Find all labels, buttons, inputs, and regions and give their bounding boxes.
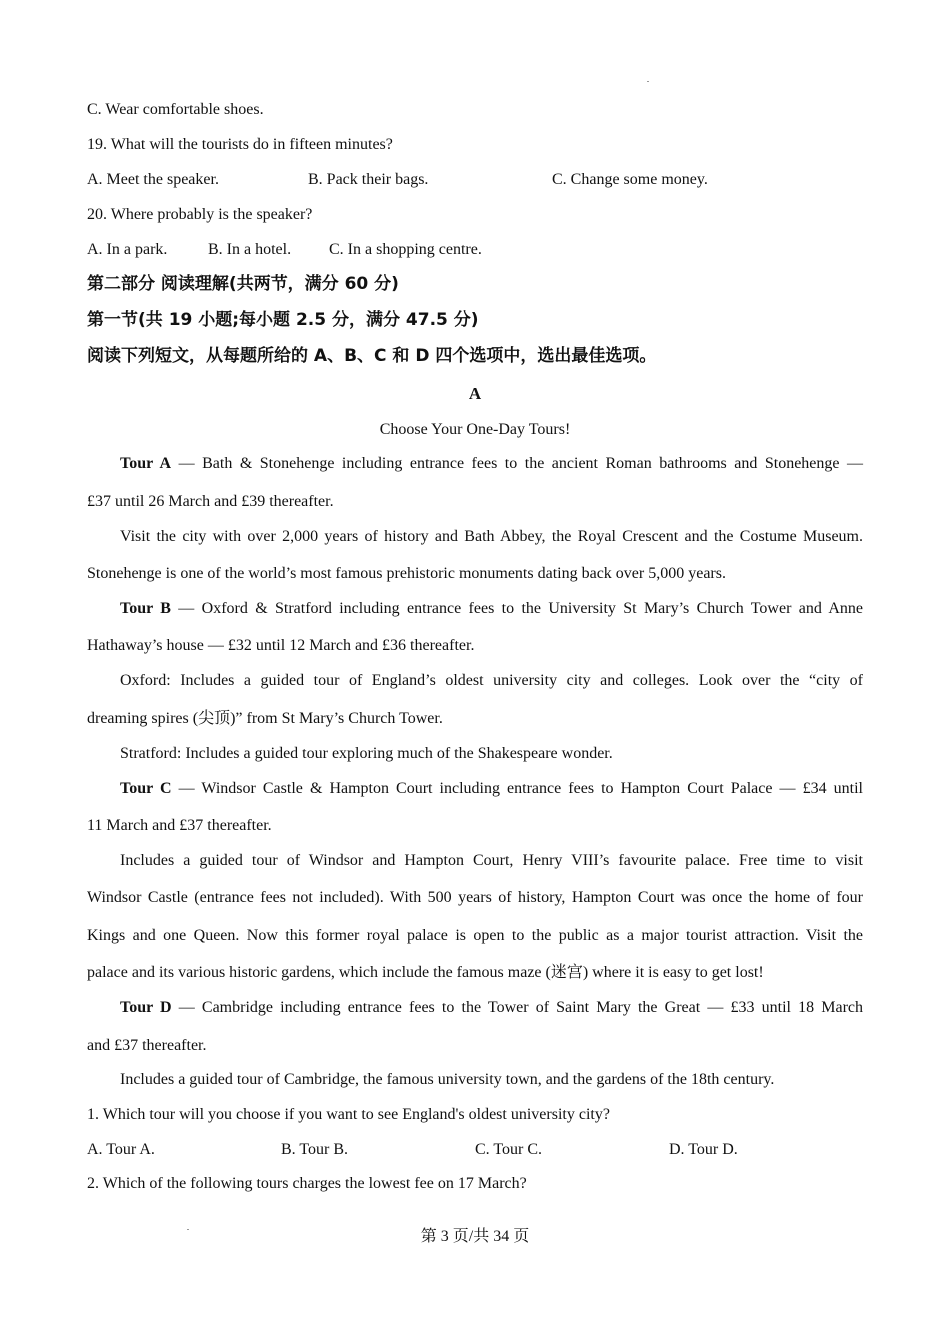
oxford-line2: dreaming spires (尖顶)” from St Mary’s Church Tower. (87, 710, 443, 727)
tour-c-para-line4: palace and its various historic gardens, which include the famous maze (迷宫) where it is easy to get lost! (87, 964, 764, 981)
tour-a-header-line2: £37 until 26 March and £39 thereafter. (87, 493, 334, 510)
section-sub1-heading: 第一节(共 19 小题;每小题 2.5 分，满分 47.5 分) (87, 310, 479, 330)
q19-option-a: A. Meet the speaker. (87, 171, 219, 188)
tour-d-header-line2: and £37 thereafter. (87, 1037, 207, 1054)
tour-c-para-line3: Kings and one Queen. Now this former royal palace is open to the public as a major tourist attraction. Visit the (87, 927, 863, 944)
passage-title: Choose Your One-Day Tours! (379, 421, 571, 438)
section-instruction: 阅读下列短文，从每题所给的 A、B、C 和 D 四个选项中，选出最佳选项。 (87, 346, 657, 366)
question-2: 2. Which of the following tours charges the lowest fee on 17 March? (87, 1175, 527, 1192)
tour-d-header-line1 (120, 998, 863, 1018)
tour-b-header-line2: Hathaway’s house — £32 until 12 March and £36 thereafter. (87, 637, 475, 654)
q20-option-a: A. In a park. (87, 241, 168, 258)
q1-option-a: A. Tour A. (87, 1141, 155, 1158)
tour-c-header-line2: 11 March and £37 thereafter. (87, 817, 272, 834)
tour-d-label: Tour D (120, 999, 172, 1016)
q1-option-c: C. Tour C. (475, 1141, 543, 1158)
tour-b-label: Tour B (120, 600, 171, 617)
q20-option-b: B. In a hotel. (208, 241, 292, 258)
question-20: 20. Where probably is the speaker? (87, 206, 313, 223)
q1-option-b: B. Tour B. (281, 1141, 349, 1158)
tour-a-para-line1: Visit the city with over 2,000 years of history and Bath Abbey, the Royal Crescent and the Costume Museum. (120, 528, 863, 545)
tour-c-para-line1: Includes a guided tour of Windsor and Hampton Court, Henry VIII’s favourite palace. Free time to visit (120, 852, 863, 869)
q19-option-c: C. Change some money. (552, 171, 708, 188)
section-part2-heading: 第二部分 阅读理解(共两节，满分 60 分) (87, 274, 399, 294)
tour-c-para-line2: Windsor Castle (entrance fees not included). With 500 years of history, Hampton Court was once the home of four (87, 889, 863, 906)
tour-c-label: Tour C (120, 780, 172, 797)
tour-c-header-line1 (120, 779, 863, 799)
option-c-wear: C. Wear comfortable shoes. (87, 101, 264, 118)
tour-a-label: Tour A (120, 455, 172, 472)
tour-a-header-line1 (120, 454, 863, 474)
passage-letter: A (468, 384, 482, 403)
tour-a-para-line2: Stonehenge is one of the world’s most famous prehistoric monuments dating back over 5,000 years. (87, 565, 726, 582)
q19-option-b: B. Pack their bags. (308, 171, 429, 188)
stratford-line: Stratford: Includes a guided tour exploring much of the Shakespeare wonder. (120, 745, 613, 762)
tour-a-desc: — Bath & Stonehenge including entrance fees to the ancient Roman bathrooms and Stonehenge — (178, 455, 864, 472)
scan-dot-top (647, 81, 649, 82)
q1-option-d: D. Tour D. (669, 1141, 738, 1158)
tour-b-header-line1 (120, 599, 863, 619)
tour-d-para-line1: Includes a guided tour of Cambridge, the famous university town, and the gardens of the 18th century. (120, 1071, 775, 1088)
tour-b-desc: — Oxford & Stratford including entrance fees to the University St Mary’s Church Tower and Anne (178, 600, 863, 617)
q20-option-c: C. In a shopping centre. (329, 241, 482, 258)
question-1: 1. Which tour will you choose if you want to see England's oldest university city? (87, 1106, 610, 1123)
page-footer: 第 3 页/共 34 页 (420, 1228, 530, 1245)
tour-d-desc: — Cambridge including entrance fees to the Tower of Saint Mary the Great — £33 until 18 March (178, 999, 863, 1016)
tour-c-desc: — Windsor Castle & Hampton Court including entrance fees to Hampton Court Palace — £34 until (178, 780, 864, 797)
question-19: 19. What will the tourists do in fifteen minutes? (87, 136, 393, 153)
oxford-line1: Oxford: Includes a guided tour of England’s oldest university city and colleges. Look over the “city of (120, 672, 863, 689)
